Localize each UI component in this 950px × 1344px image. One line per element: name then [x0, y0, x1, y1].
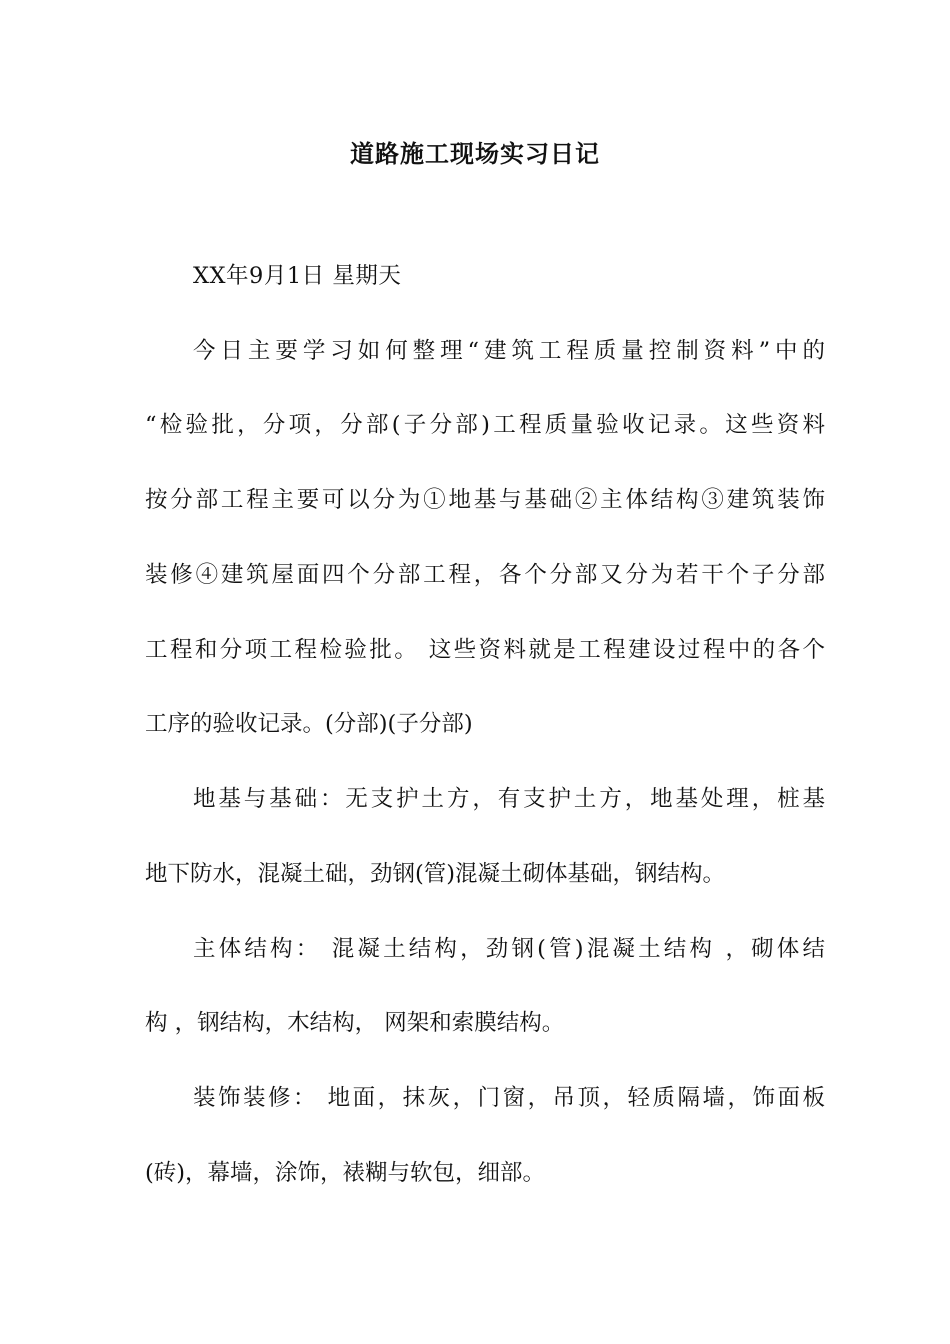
paragraph-line: (砖)，幕墙，涂饰，裱糊与软包，细部。 — [145, 1160, 546, 1186]
paragraph-line: 工程和分项工程检验批。 这些资料就是工程建设过程中的各个 — [145, 637, 825, 663]
date-line: XX年9月1日 星期天 — [193, 263, 402, 289]
paragraph-line: 地下防水，混凝土础，劲钢(管)混凝土砌体基础，钢结构。 — [145, 861, 726, 887]
paragraph-line: 构 ，钢结构，木结构， 网架和索膜结构。 — [145, 1010, 565, 1036]
paragraph-line: 装饰装修： 地面，抹灰，门窗，吊顶，轻质隔墙，饰面板 — [193, 1085, 825, 1111]
document-title: 道路施工现场实习日记 — [350, 139, 600, 168]
paragraph-line: 装修④建筑屋面四个分部工程，各个分部又分为若干个子分部 — [145, 562, 825, 588]
paragraph-line: 工序的验收记录。(分部)(子分部) — [145, 711, 473, 737]
paragraph-line: 按分部工程主要可以分为①地基与基础②主体结构③建筑装饰 — [145, 487, 825, 513]
paragraph-line: 主体结构： 混凝土结构，劲钢(管)混凝土结构 ，砌体结 — [193, 936, 825, 962]
paragraph-line: 地基与基础：无支护土方，有支护土方，地基处理，桩基 — [193, 786, 825, 812]
paragraph-line: “检验批，分项，分部(子分部)工程质量验收记录。这些资料 — [145, 412, 825, 438]
paragraph-line: 今日主要学习如何整理“建筑工程质量控制资料”中的 — [193, 338, 825, 364]
